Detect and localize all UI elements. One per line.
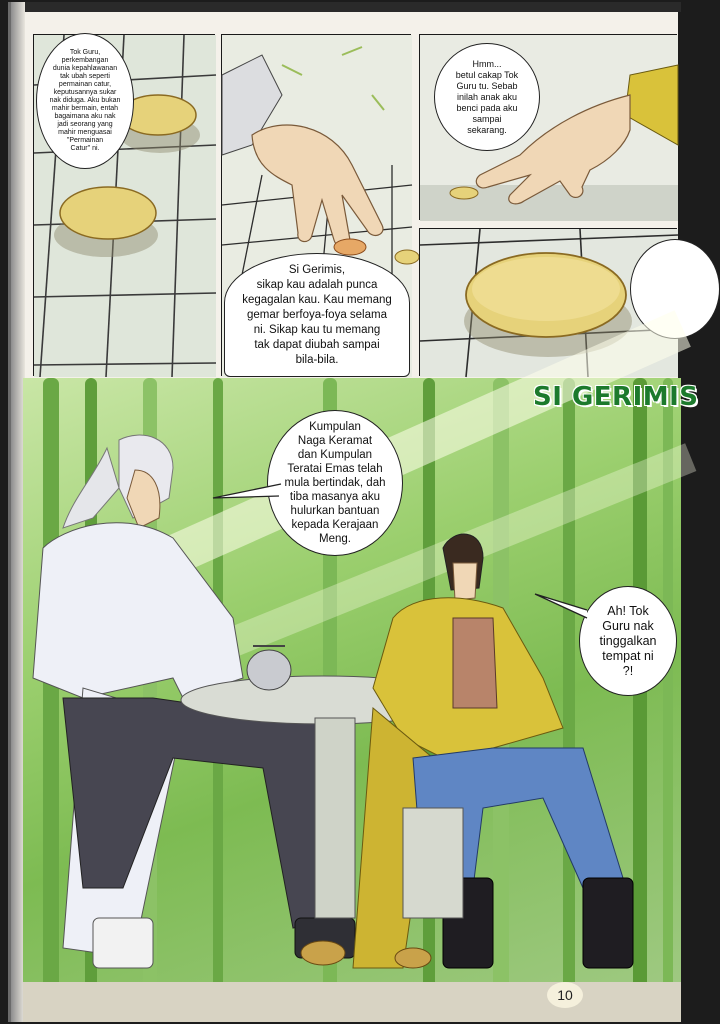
series-title: SI GERIMIS <box>533 382 699 412</box>
comic-page <box>8 2 699 1022</box>
panel-2 <box>221 34 411 376</box>
speech-bubble-p3: Hmm... betul cakap Tok Guru tu. Sebab inilah anak aku benci pada aku sampai sekarang. <box>434 43 540 151</box>
chess-piece-2 <box>60 187 156 239</box>
top-edge <box>11 2 681 12</box>
page-number: 10 <box>547 982 583 1008</box>
elder-bubble-tail <box>211 478 281 508</box>
panel-1 <box>33 34 215 376</box>
panel-3 <box>419 34 677 220</box>
speech-bubble-elder: Kumpulan Naga Keramat dan Kumpulan Teratai Emas telah mula bertindak, dah tiba masanya aku hulurkan bantuan kepada Kerajaan Meng. <box>267 410 403 556</box>
speech-bubble-gerimis: Ah! Tok Guru nak tinggalkan tempat ni ?! <box>579 586 677 696</box>
speech-bubble-p2: Si Gerimis, sikap kau adalah punca kegagalan kau. Kau memang gemar berfoya-foya selama ni. Sikap kau tu memang tak dapat diubah sampai bila-bila. <box>224 253 410 377</box>
gerimis-bubble-tail <box>533 592 589 622</box>
ground-strip <box>23 982 681 1022</box>
panel-5 <box>23 378 699 988</box>
speech-bubble-p1: Tok Guru, perkembangan dunia kepahlawanan tak ubah seperti permainan catur, keputusannya sukar nak diduga. Aku bukan mahir bermain, entah bagaimana aku nak jadi seorang yang mahir menguasai "Permainan Catur" ni. <box>36 33 134 169</box>
